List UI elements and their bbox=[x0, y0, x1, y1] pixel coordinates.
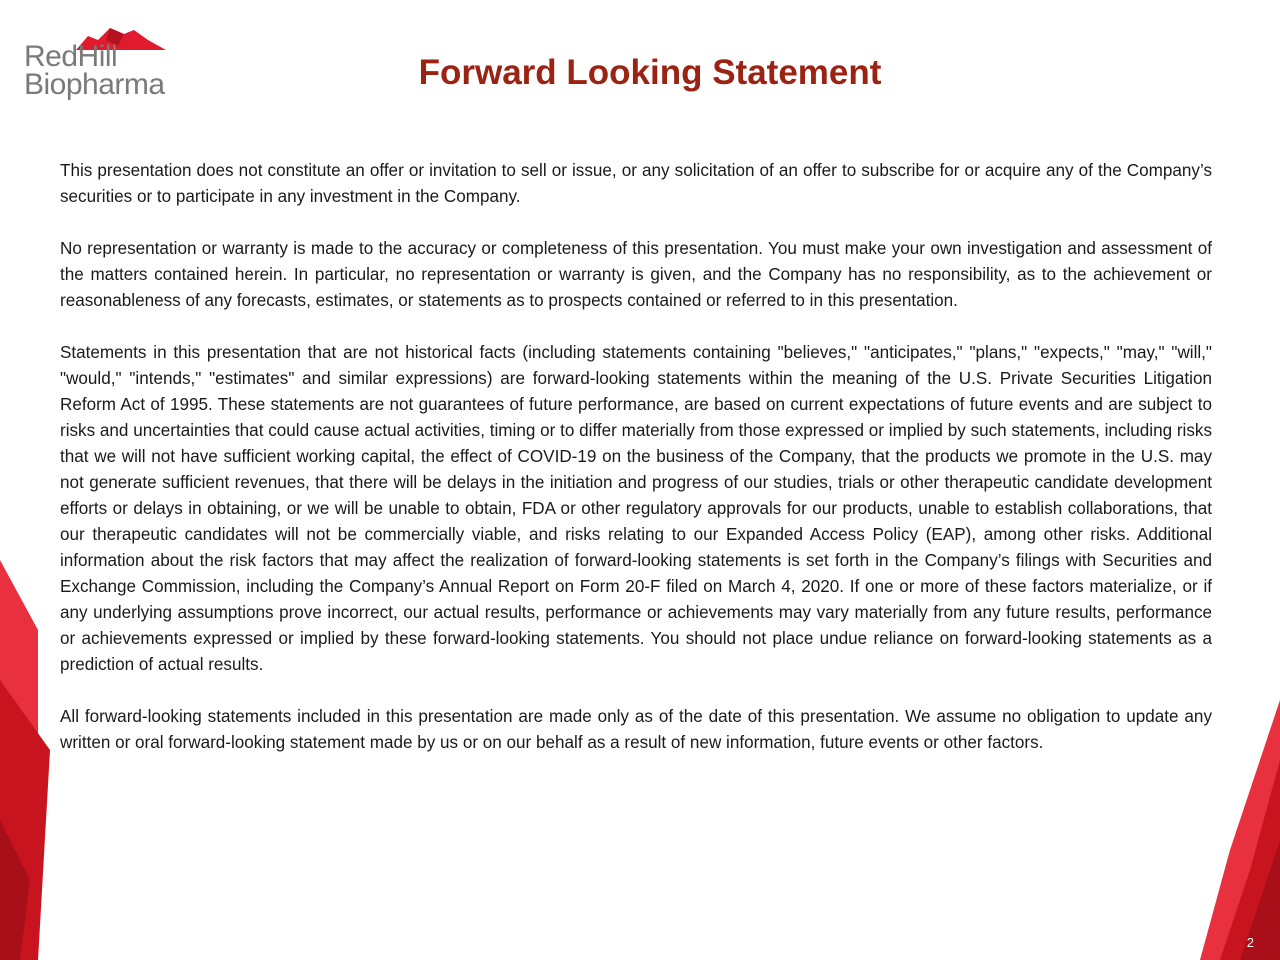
logo-text-line1: RedHill bbox=[24, 40, 118, 73]
page-title: Forward Looking Statement bbox=[418, 53, 882, 92]
logo-text-line2: Biopharma bbox=[24, 68, 165, 101]
paragraph-offer: This presentation does not constitute an offer or invitation to sell or issue, or any solicitation of an offer to subscribe for or acquire any of the Company’s securities or to participate in any investment in the Company. bbox=[60, 161, 1212, 206]
paragraph-forward-looking: Statements in this presentation that are not historical facts (including statements containing "believes," "anticipates," "plans," "expects," "may," "will," "would," "intends," "estimates" and similar expressions) are forward-looking statements within the meaning of the U.S. Private Securities Litigation Reform Act of 1995. These statements are not guarantees of future performance, are based on current expectations of future events and are subject to risks and uncertainties that could cause actual activities, timing or to differ materially from those expressed or implied by such statements, including risks that we will not have sufficient working capital, the effect of COVID-19 on the business of the Company, that the products we promote in the U.S. may not generate sufficient revenues, that there will be delays in the initiation and progress of our studies, trials or other therapeutic candidate development efforts or delays in obtaining, or we will be unable to obtain, FDA or other regulatory approvals for our products, unable to establish collaborations, that our therapeutic candidates will not be commercially viable, and risks relating to our Expanded Access Policy (EAP), among other risks. Additional information about the risk factors that may affect the realization of forward-looking statements is set forth in the Company’s filings with Securities and Exchange Commission, including the Company’s Annual Report on Form 20-F filed on March 4, 2020. If one or more of these factors materialize, or if any underlying assumptions prove incorrect, our actual results, performance or achievements may vary materially from any future results, performance or achievements expressed or implied by these forward-looking statements. You should not place undue reliance on forward-looking statements as a prediction of actual results. bbox=[60, 343, 1212, 674]
paragraph-representation: No representation or warranty is made to the accuracy or completeness of this presentation. You must make your own investigation and assessment of the matters contained herein. In particular, no representation or warranty is given, and the Company has no responsibility, as to the achievement or reasonableness of any forecasts, estimates, or statements as to prospects contained or referred to in this presentation. bbox=[60, 239, 1212, 310]
paragraph-update-obligation: All forward-looking statements included in this presentation are made only as of the date of this presentation. We assume no obligation to update any written or oral forward-looking statement made by us or on our behalf as a result of new information, future events or other factors. bbox=[60, 707, 1212, 752]
corner-decoration-left bbox=[0, 560, 60, 960]
disclaimer-body bbox=[60, 158, 1212, 782]
page-number: 2 bbox=[1246, 935, 1254, 950]
